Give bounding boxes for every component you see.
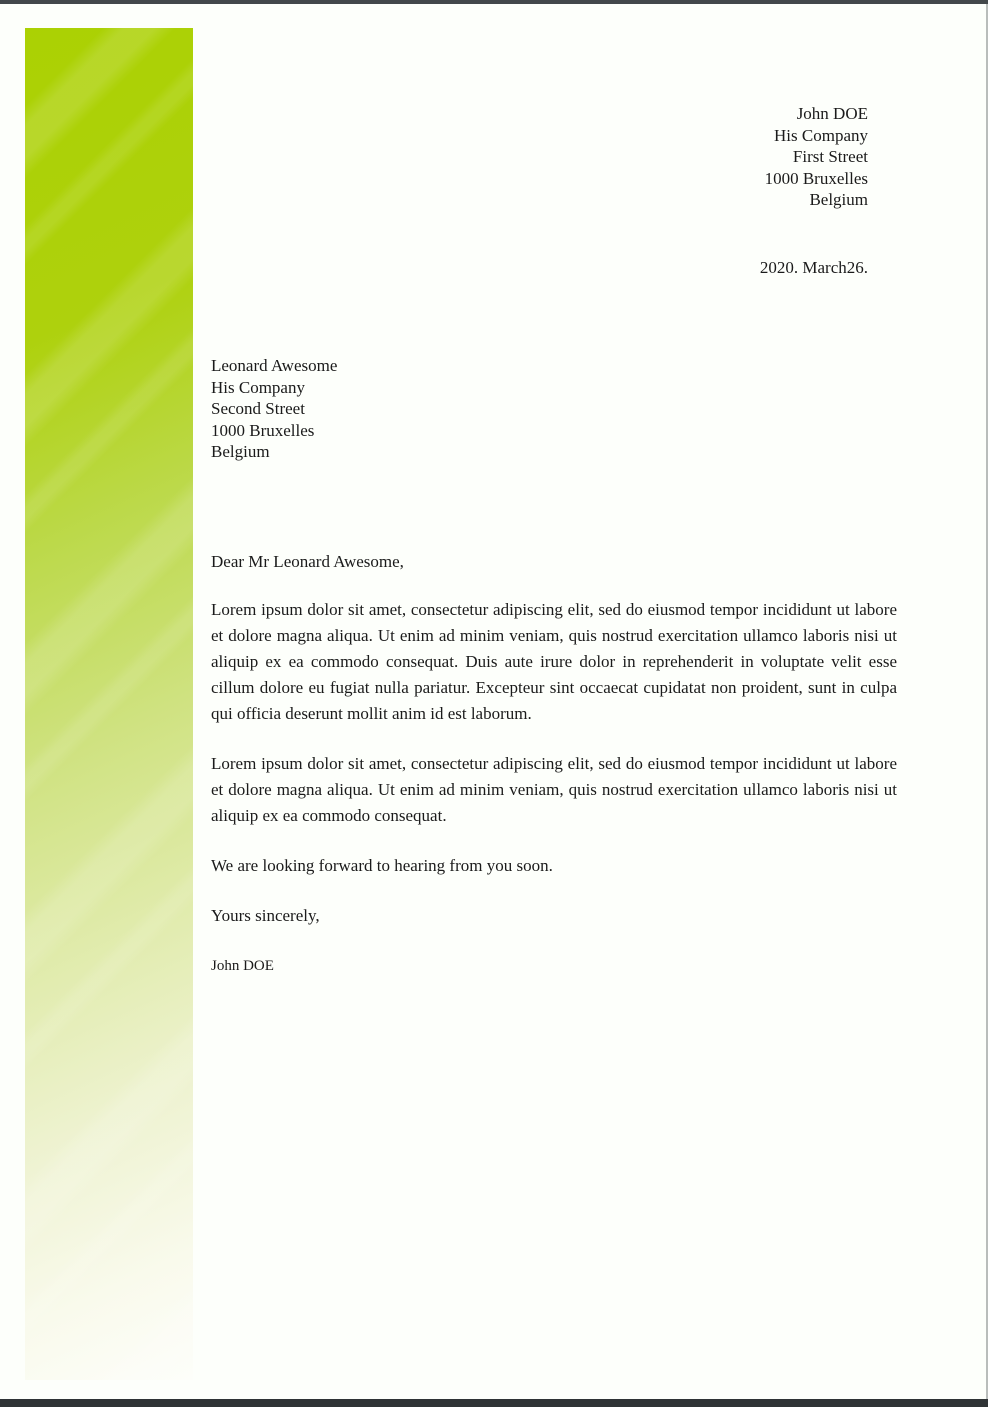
salutation: Dear Mr Leonard Awesome, xyxy=(211,552,404,571)
sender-city: 1000 Bruxelles xyxy=(764,168,868,188)
body-paragraph-1: Lorem ipsum dolor sit amet, consectetur adipiscing elit, sed do eiusmod tempor incididunt ut labore et dolore magna aliqua. Ut enim ad minim veniam, quis nostrud exercitation ullamco laboris nisi ut aliquip ex ea commodo consequat. Duis aute irure dolor in reprehenderit in voluptate velit esse cillum dolore eu fugiat nulla pariatur. Excepteur sint occaecat cupidatat non proident, sunt in culpa qui officia deserunt mollit anim id est laborum. xyxy=(211,600,897,723)
signature: John DOE xyxy=(211,958,274,974)
sender-company: His Company xyxy=(774,125,868,145)
recipient-street: Second Street xyxy=(211,399,305,419)
page-top-edge-line xyxy=(0,0,988,4)
sender-street: First Street xyxy=(792,147,868,167)
recipient-name: Leonard Awesome xyxy=(211,356,338,375)
recipient-company: His Company xyxy=(211,377,305,397)
sender-name: John DOE xyxy=(796,104,868,123)
recipient-city: 1000 Bruxelles xyxy=(211,420,315,440)
letter-date: 2020. March26. xyxy=(759,258,868,277)
valediction: Yours sincerely, xyxy=(211,906,320,925)
closing-line: We are looking forward to hearing from you soon. xyxy=(211,856,553,875)
body-paragraph-2: Lorem ipsum dolor sit amet, consectetur adipiscing elit, sed do eiusmod tempor incididunt ut labore et dolore magna aliqua. Ut enim ad minim veniam, quis nostrud exercitation ullamco laboris nisi ut aliquip ex ea commodo consequat. xyxy=(211,754,897,825)
recipient-address-block xyxy=(211,355,337,463)
sender-address-block xyxy=(765,103,868,211)
letter-body xyxy=(211,549,897,1003)
sender-country: Belgium xyxy=(809,190,868,210)
recipient-country: Belgium xyxy=(211,442,270,462)
accent-gradient-bar xyxy=(25,28,193,1380)
page-bottom-edge-line xyxy=(0,1399,988,1407)
